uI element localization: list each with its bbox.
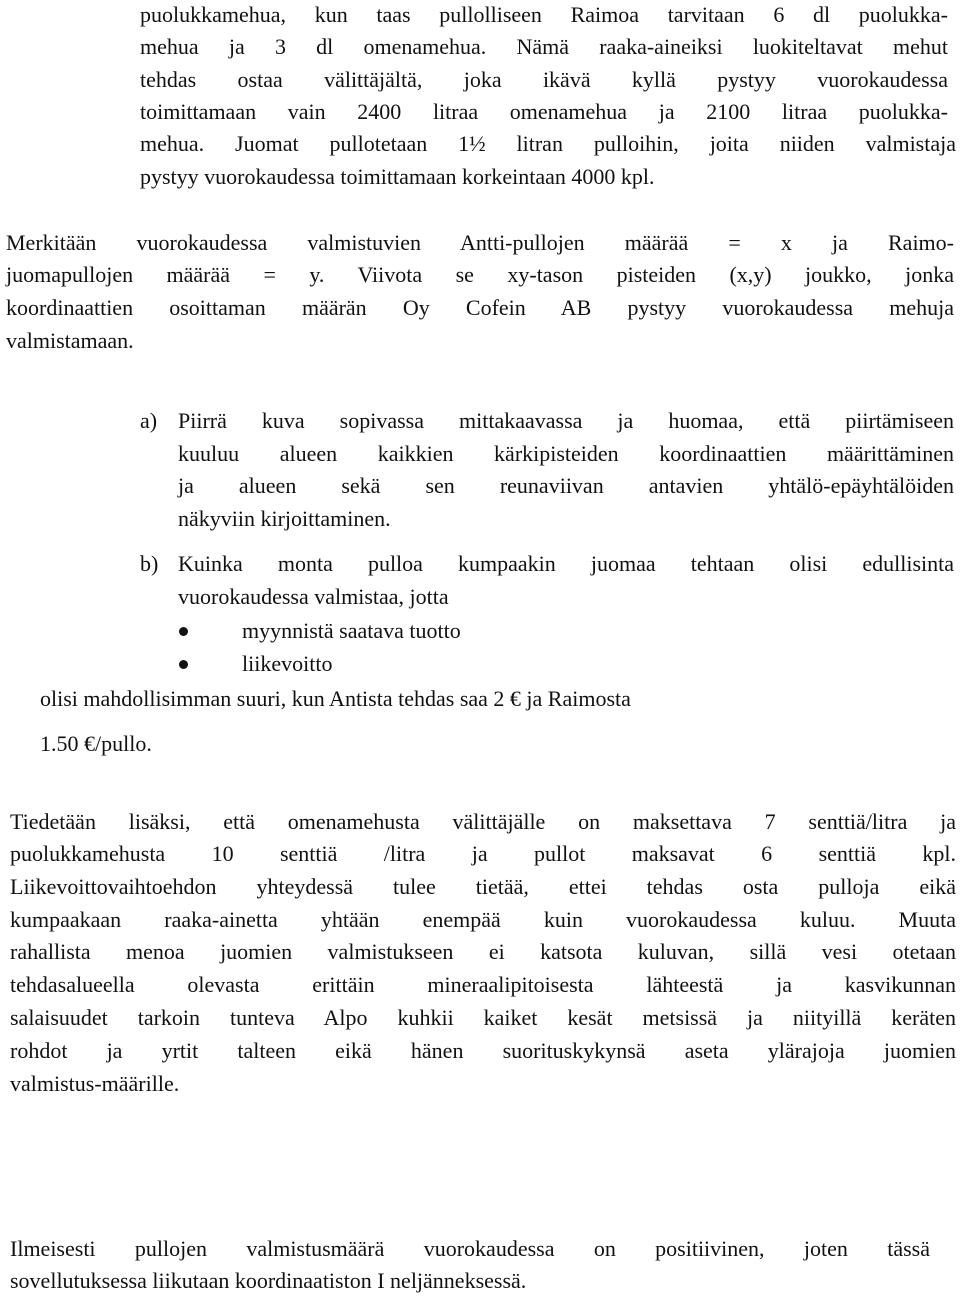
- extra-line: Tiedetään lisäksi, että omenamehusta välittäjälle on maksettava 7 senttiä/litra ja: [10, 809, 956, 834]
- part-b-tail-line: olisi mahdollisimman suuri, kun Antista tehdas saa 2 € ja Raimosta: [40, 686, 631, 711]
- part-a-line: Piirrä kuva sopivassa mittakaavassa ja huomaa, että piirtämiseen: [178, 408, 954, 433]
- part-a-line: näkyviin kirjoittaminen.: [178, 506, 391, 531]
- footer-line: Ilmeisesti pullojen valmistusmäärä vuorokaudessa on positiivinen, joten tässä: [10, 1236, 930, 1261]
- task-line: valmistamaan.: [6, 328, 134, 353]
- part-b-line: vuorokaudessa valmistaa, jotta: [178, 584, 449, 609]
- extra-line: kumpaakaan raaka-ainetta yhtään enempää kuin vuorokaudessa kuluu. Muuta: [10, 907, 956, 932]
- extra-line: Liikevoittovaihtoehdon yhteydessä tulee tietää, ettei tehdas osta pulloja eikä: [10, 874, 956, 899]
- extra-line: rahallista menoa juomien valmistukseen ei katsota kuluvan, sillä vesi otetaan: [10, 939, 956, 964]
- part-a-line: ja alueen sekä sen reunaviivan antavien yhtälö-epäyhtälöiden: [178, 473, 954, 498]
- bullet-item: liikevoitto: [242, 651, 333, 676]
- extra-line: tehdasalueella olevasta erittäin mineraalipitoisesta lähteestä ja kasvikunnan: [10, 972, 956, 997]
- intro-line: puolukkamehua, kun taas pullolliseen Raimoa tarvitaan 6 dl puolukka-: [140, 2, 948, 27]
- bullet-icon: [179, 660, 188, 669]
- part-a-label: a): [140, 408, 158, 433]
- task-line: juomapullojen määrää = y. Viivota se xy-tason pisteiden (x,y) joukko, jonka: [6, 262, 954, 287]
- intro-line: pystyy vuorokaudessa toimittamaan korkeintaan 4000 kpl.: [140, 164, 655, 189]
- extra-line: valmistus-määrille.: [10, 1071, 180, 1096]
- task-line: Merkitään vuorokaudessa valmistuvien Antti-pullojen määrää = x ja Raimo-: [6, 230, 954, 255]
- intro-line: mehua ja 3 dl omenamehua. Nämä raaka-aineiksi luokiteltavat mehut: [140, 34, 948, 59]
- task-line: koordinaattien osoittaman määrän Oy Cofein AB pystyy vuorokaudessa mehuja: [6, 295, 954, 320]
- intro-line: tehdas ostaa välittäjältä, joka ikävä kyllä pystyy vuorokaudessa: [140, 67, 948, 92]
- extra-line: rohdot ja yrtit talteen eikä hänen suorituskykynsä aseta ylärajoja juomien: [10, 1038, 956, 1063]
- extra-line: puolukkamehusta 10 senttiä /litra ja pullot maksavat 6 senttiä kpl.: [10, 841, 956, 866]
- footer-line: sovellutuksessa liikutaan koordinaatiston I neljänneksessä.: [10, 1268, 527, 1293]
- intro-line: mehua. Juomat pullotetaan 1½ litran pulloihin, joita niiden valmistaja: [140, 131, 956, 156]
- part-b-line: Kuinka monta pulloa kumpaakin juomaa tehtaan olisi edullisinta: [178, 551, 954, 576]
- part-b-label: b): [140, 551, 159, 576]
- extra-line: salaisuudet tarkoin tunteva Alpo kuhkii kaiket kesät metsissä ja niityillä keräten: [10, 1005, 956, 1030]
- bullet-item: myynnistä saatava tuotto: [242, 618, 461, 643]
- part-a-line: kuuluu alueen kaikkien kärkipisteiden koordinaattien määrittäminen: [178, 441, 954, 466]
- intro-line: toimittamaan vain 2400 litraa omenamehua ja 2100 litraa puolukka-: [140, 99, 948, 124]
- part-b-tail-line: 1.50 €/pullo.: [40, 731, 152, 756]
- bullet-icon: [179, 627, 188, 636]
